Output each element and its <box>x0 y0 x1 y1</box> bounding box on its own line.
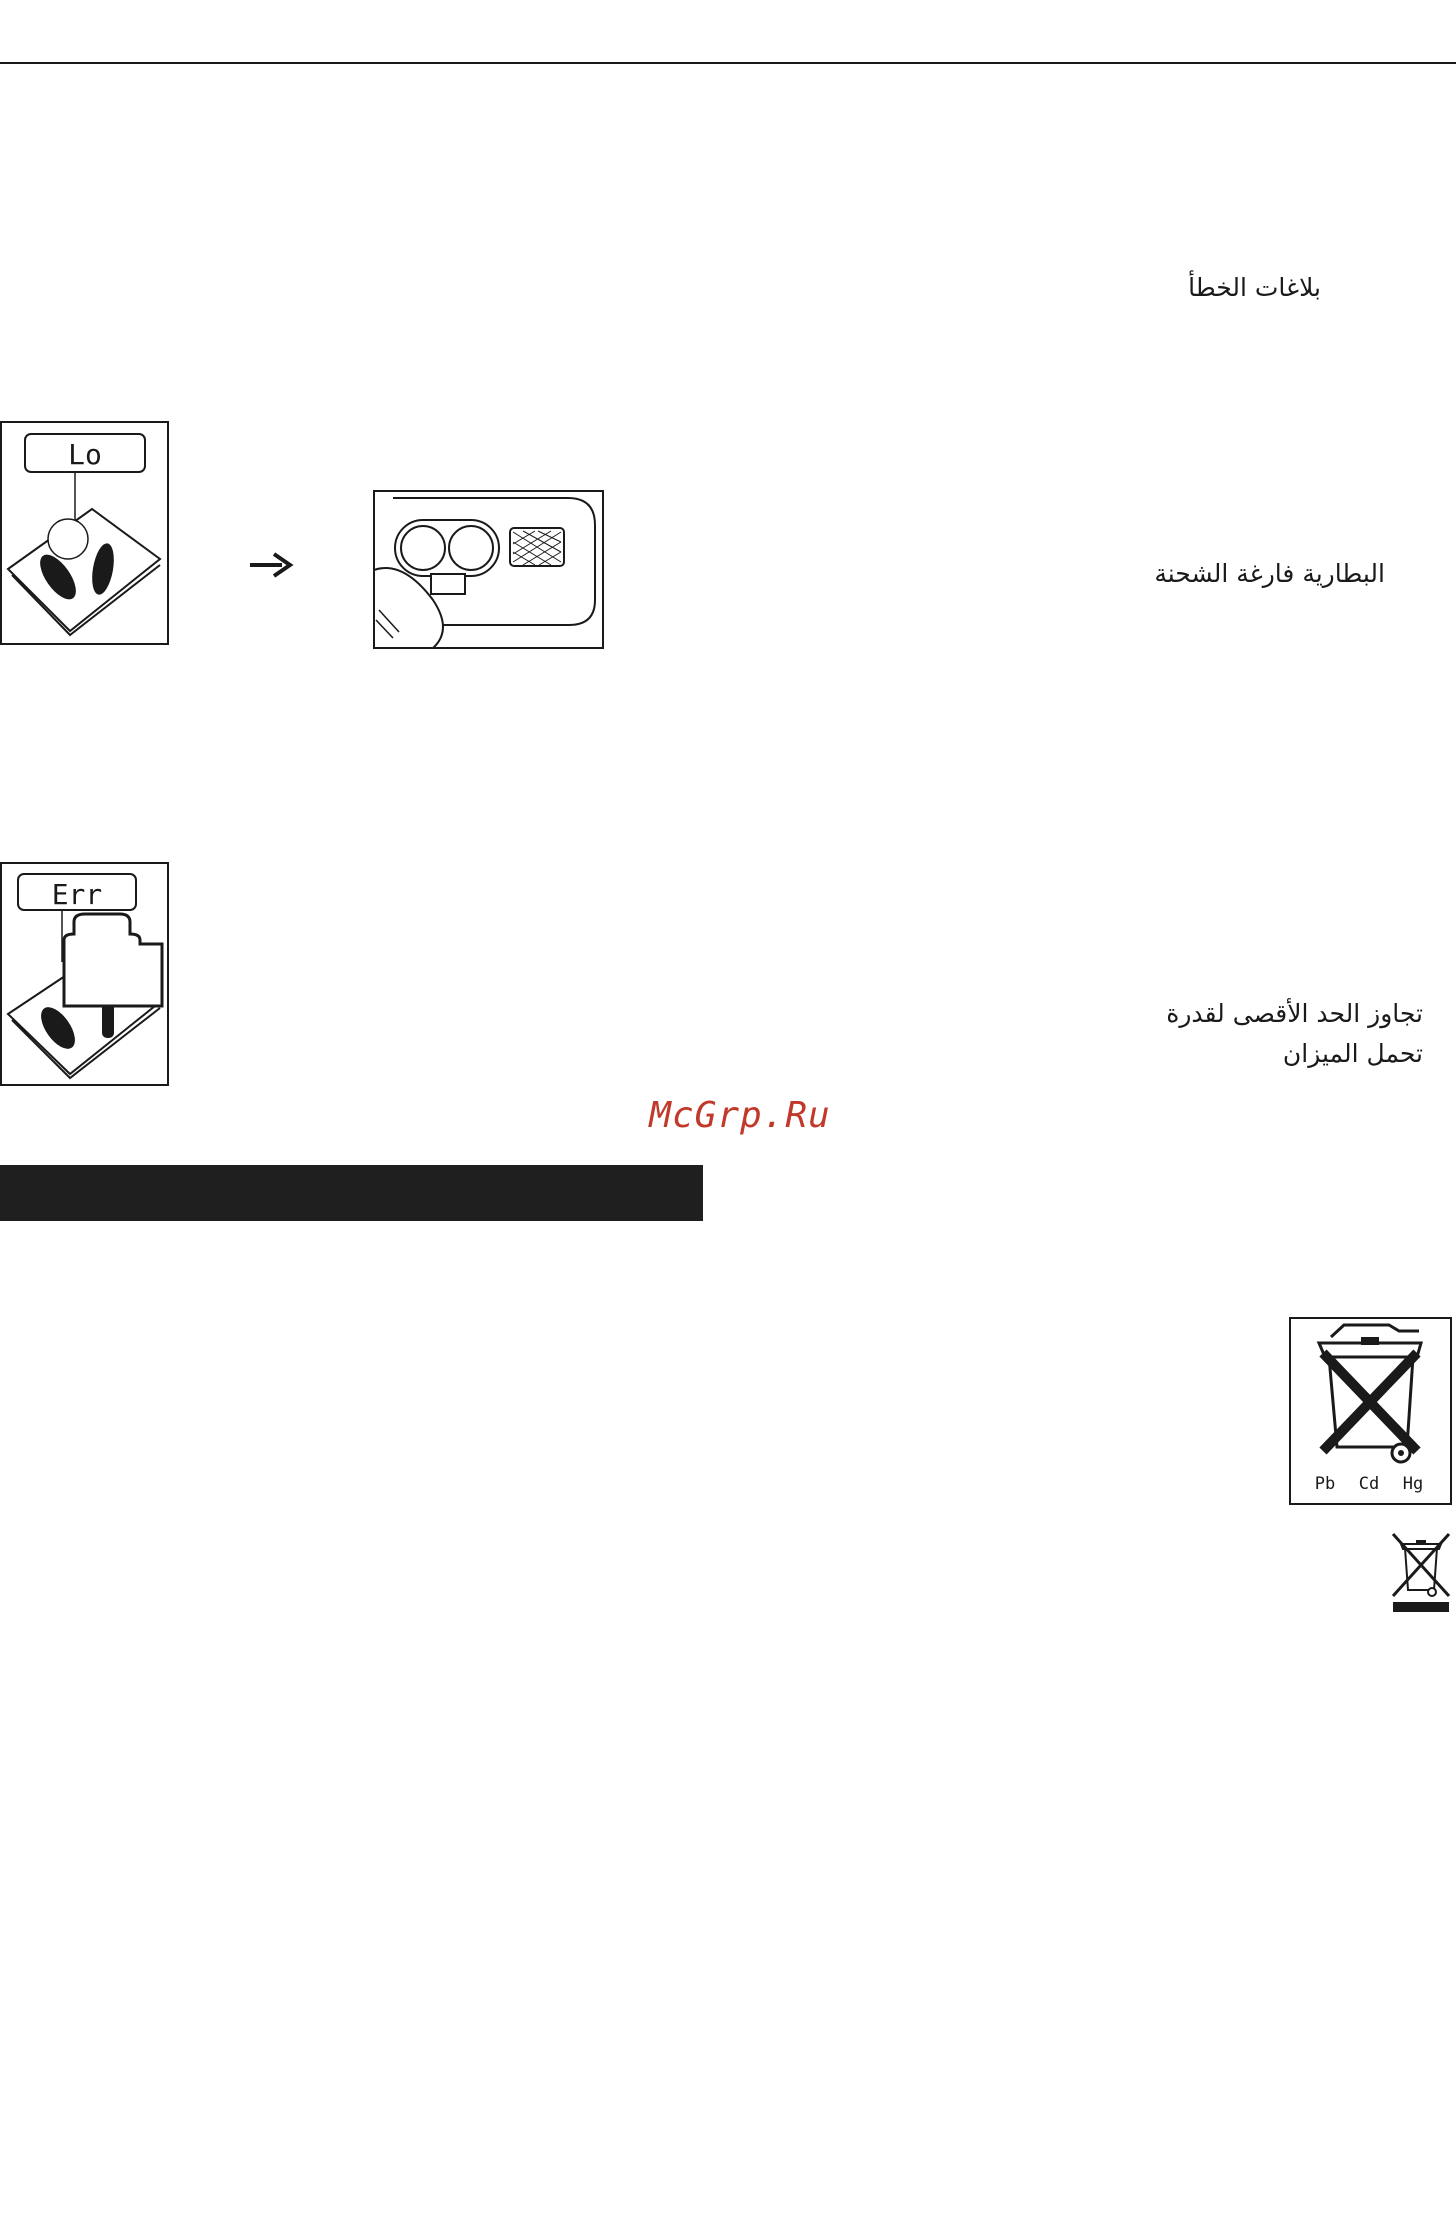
scale-lo-illustration <box>0 421 170 645</box>
arrow-right-icon <box>248 550 294 580</box>
weee-bin-icon <box>1389 1530 1453 1614</box>
label-battery-empty: البطارية فارغة الشحنة <box>1154 559 1385 588</box>
watermark: McGrp.Ru <box>649 1095 831 1136</box>
display-code-lo: Lo <box>68 438 102 471</box>
display-code-err: Err <box>51 878 103 911</box>
metal-hg: Hg <box>1402 1474 1424 1494</box>
section-heading: بلاغات الخطأ <box>1188 273 1321 302</box>
label-overload-line-1: تجاوز الحد الأقصى لقدرة <box>1166 999 1423 1028</box>
scale-err-illustration <box>0 862 170 1086</box>
metal-pb: Pb <box>1314 1474 1336 1494</box>
battery-compartment-icon <box>373 490 605 650</box>
metal-cd: Cd <box>1358 1474 1380 1494</box>
label-overload <box>1166 994 1423 1074</box>
header-rule <box>0 62 1456 64</box>
label-overload-line-2: تحمل الميزان <box>1282 1039 1423 1068</box>
crossed-bin-icon <box>1289 1317 1453 1506</box>
section-band <box>0 1165 703 1221</box>
